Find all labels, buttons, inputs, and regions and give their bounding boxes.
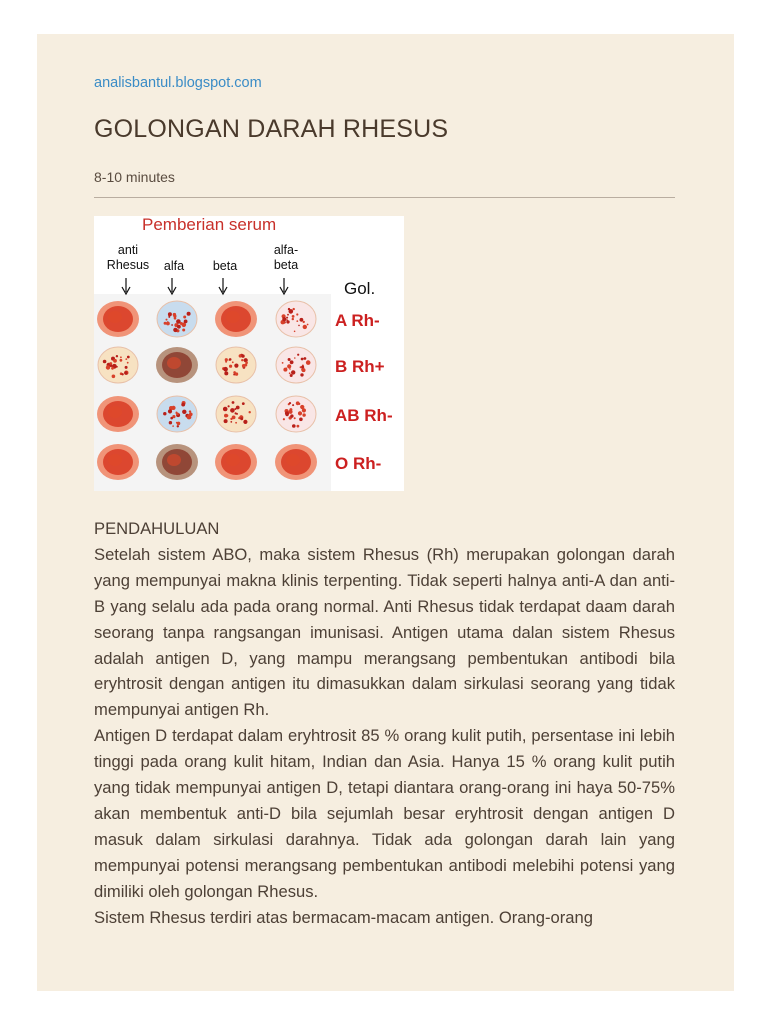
blood-spot [215, 444, 257, 480]
read-time: 8-10 minutes [94, 169, 175, 185]
paragraph: Antigen D terdapat dalam eryhtrosit 85 % orang kulit putih, persentase ini lebih tinggi pada orang kulit hitam, Indian dan Asia. Hanya 15 % orang kulit putih yang tidak mempunyai antigen D, tetapi diantara orang-orang ini haya 50-75% akan membentuk anti-D bila sejumlah besar eryhtrosit dengan antigen D masuk dalam sirkulasi darahnya. Tidak ada golongan darah lain yang mempunyai potensi merangsang pembentukan antibodi melebihi potensi yang dimiliki oleh golongan Rhesus. [94, 726, 675, 901]
article-page [37, 34, 734, 991]
paragraph: Sistem Rhesus terdiri atas bermacam-macam antigen. Orang-orang [94, 907, 593, 927]
article-body [94, 516, 675, 931]
page-title: GOLONGAN DARAH RHESUS [94, 115, 449, 143]
blood-spot [156, 444, 198, 480]
blood-spot [275, 444, 317, 480]
blood-group-label: B Rh+ [335, 357, 385, 376]
blood-spot-agglutinated [276, 396, 316, 432]
blood-spot-agglutinated [216, 396, 256, 432]
blood-spot-agglutinated [276, 347, 316, 383]
serum-column-label: Rhesus [106, 258, 150, 272]
source-link[interactable]: analisbantul.blogspot.com [94, 75, 262, 91]
serum-column-label: alfa- [273, 243, 299, 257]
blood-spot-agglutinated [216, 347, 256, 383]
blood-spot [97, 301, 139, 337]
figure-header: Pemberian serum [142, 216, 277, 234]
serum-column-label: anti [117, 243, 139, 257]
section-heading: PENDAHULUAN [94, 519, 220, 538]
serum-column-label: alfa [163, 259, 185, 273]
paragraph: Setelah sistem ABO, maka sistem Rhesus (Rh) merupakan golongan darah yang mempunyai makna klinis terpenting. Tidak seperti halnya anti-A dan anti-B yang selalu ada pada orang normal. Anti Rhesus tidak terdapat daam darah seorang tanpa rangsangan imunisasi. Antigen utama dalan sistem Rhesus adalah antigen D, yang mampu merangsang pembentukan antibodi bila eryhtrosit dengan antigen itu dimasukkan dalam sirkulasi seorang yang tidak mempunyai antigen Rh. [94, 544, 675, 720]
blood-spot-agglutinated [276, 301, 316, 337]
blood-group-label: A Rh- [335, 311, 380, 330]
blood-group-label: AB Rh- [335, 406, 393, 425]
blood-typing-image [94, 216, 404, 491]
divider [94, 197, 675, 198]
blood-spot-agglutinated [98, 347, 138, 383]
serum-column-label: beta [212, 259, 238, 273]
blood-spot-agglutinated [157, 301, 197, 337]
group-column-header: Gol. [344, 279, 376, 298]
blood-spot-agglutinated [157, 396, 197, 432]
serum-column-label: beta [273, 258, 299, 272]
blood-spot [97, 444, 139, 480]
blood-spot [156, 347, 198, 383]
blood-spot [97, 396, 139, 432]
blood-group-label: O Rh- [335, 454, 382, 473]
blood-spot [215, 301, 257, 337]
blood-typing-figure [94, 216, 404, 491]
